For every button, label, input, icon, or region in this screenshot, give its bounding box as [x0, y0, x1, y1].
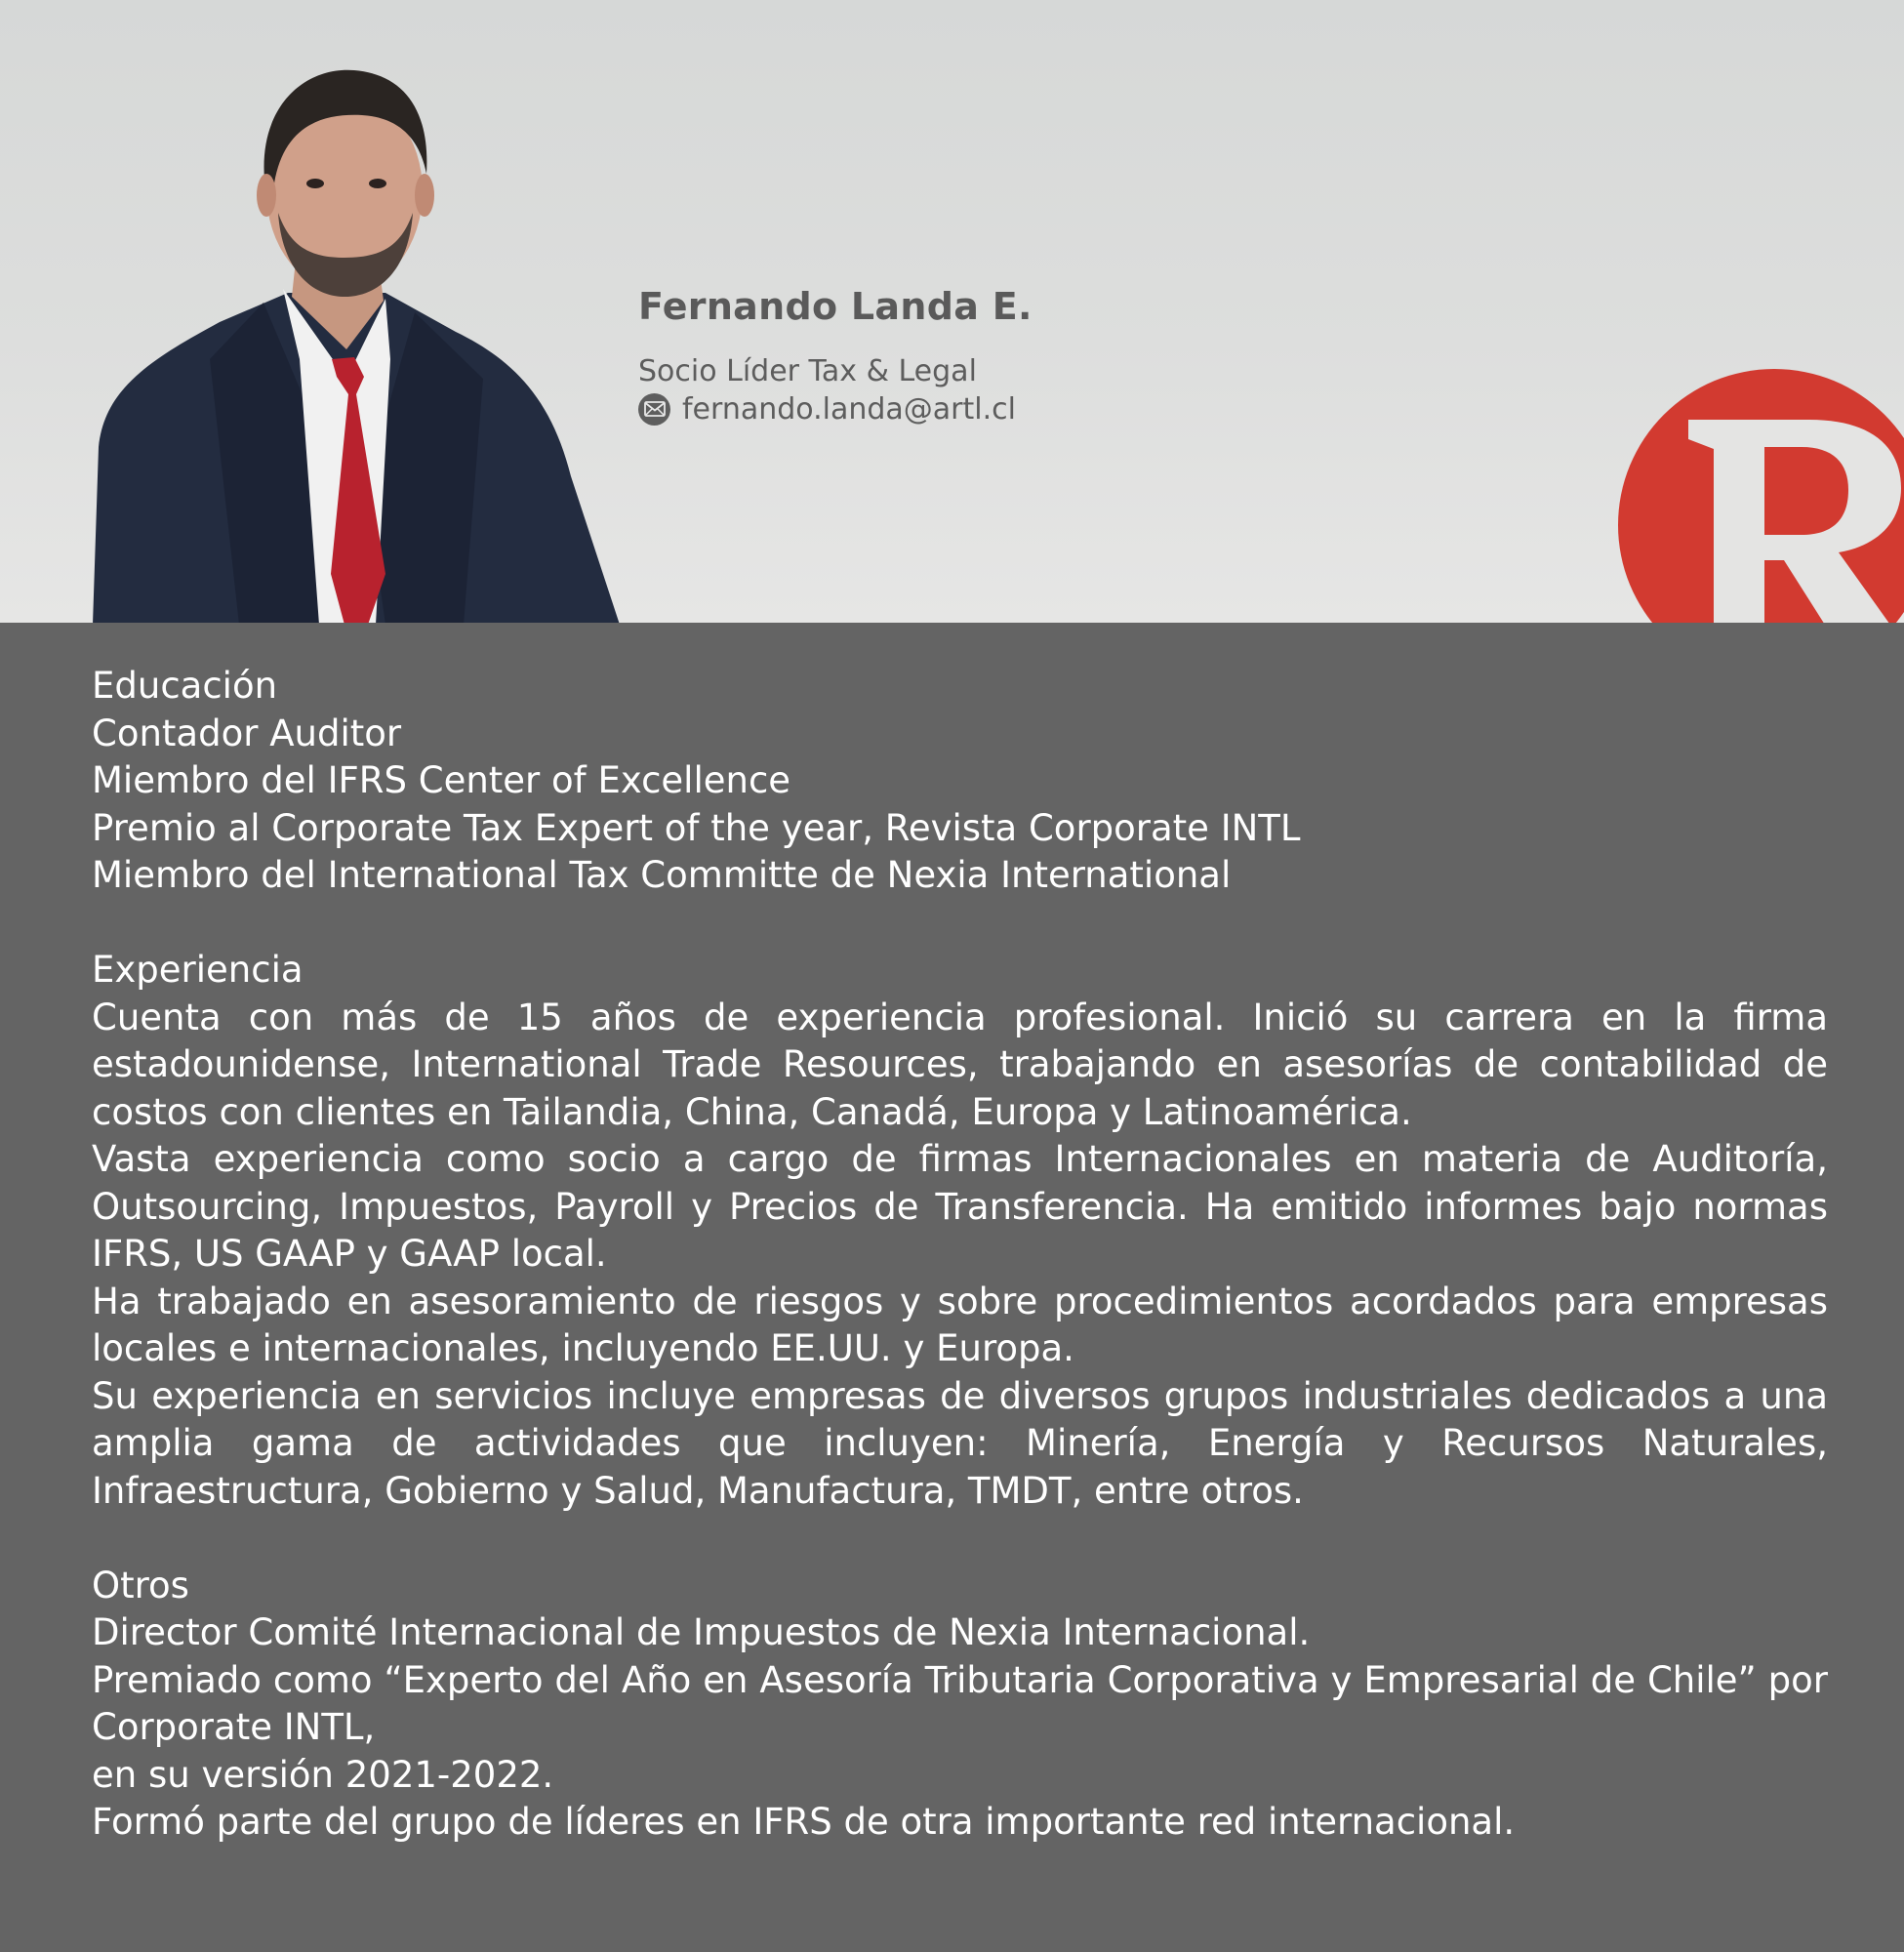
- profile-details: [92, 663, 1828, 1847]
- company-logo: [1618, 369, 1904, 623]
- person-name: Fernando Landa E.: [638, 285, 1033, 328]
- person-role: Socio Líder Tax & Legal: [638, 354, 977, 388]
- envelope-icon: [638, 393, 670, 426]
- section-spacer: [92, 900, 1828, 948]
- profile-identity: [638, 281, 1033, 427]
- education-title: Educación: [92, 665, 278, 707]
- profile-photo: [93, 66, 649, 623]
- education-item: Contador Auditor: [92, 712, 402, 754]
- education-item: Premio al Corporate Tax Expert of the year, Revista Corporate INTL: [92, 806, 1301, 849]
- others-title: Otros: [92, 1564, 189, 1606]
- experience-paragraph: Su experiencia en servicios incluye empresas de diversos grupos industriales dedicados a una amplia gama de actividades que incluyen: Minería, Energía y Recursos Naturales, Infraestructura, Gobierno y Salud, Manufactura, TMDT, entre otros.: [92, 1374, 1828, 1512]
- education-item: Miembro del IFRS Center of Excellence: [92, 759, 791, 801]
- others-item: Formó parte del grupo de líderes en IFRS de otra importante red internacional.: [92, 1801, 1516, 1843]
- profile-header: [0, 0, 1904, 623]
- experience-paragraph: Vasta experiencia como socio a cargo de firmas Internacionales en materia de Auditoría, Outsourcing, Impuestos, Payroll y Precios de Transferencia. Ha emitido informes bajo normas IFRS, US GAAP y GAAP local.: [92, 1138, 1828, 1275]
- others-item: Premiado como “Experto del Año en Asesoría Tributaria Corporativa y Empresarial de Chile” por Corporate INTL,: [92, 1658, 1828, 1748]
- email-row[interactable]: [638, 390, 1033, 427]
- experience-paragraph: Cuenta con más de 15 años de experiencia profesional. Inició su carrera en la firma estadounidense, International Trade Resources, trabajando en asesorías de contabilidad de costos con clientes en Tailandia, China, Canadá, Europa y Latinoamérica.: [92, 996, 1828, 1133]
- others-item: en su versión 2021-2022.: [92, 1753, 554, 1796]
- education-section: [92, 663, 1828, 900]
- experience-title: Experiencia: [92, 949, 304, 991]
- experience-paragraph: Ha trabajado en asesoramiento de riesgos y sobre procedimientos acordados para empresas locales e internacionales, incluyendo EE.UU. y Europa.: [92, 1280, 1828, 1369]
- section-spacer: [92, 1515, 1828, 1563]
- others-section: [92, 1563, 1828, 1847]
- email-link[interactable]: fernando.landa@artl.cl: [682, 391, 1016, 427]
- others-item: Director Comité Internacional de Impuestos de Nexia Internacional.: [92, 1611, 1311, 1653]
- experience-section: [92, 947, 1828, 1515]
- education-item: Miembro del International Tax Committe de Nexia International: [92, 854, 1232, 896]
